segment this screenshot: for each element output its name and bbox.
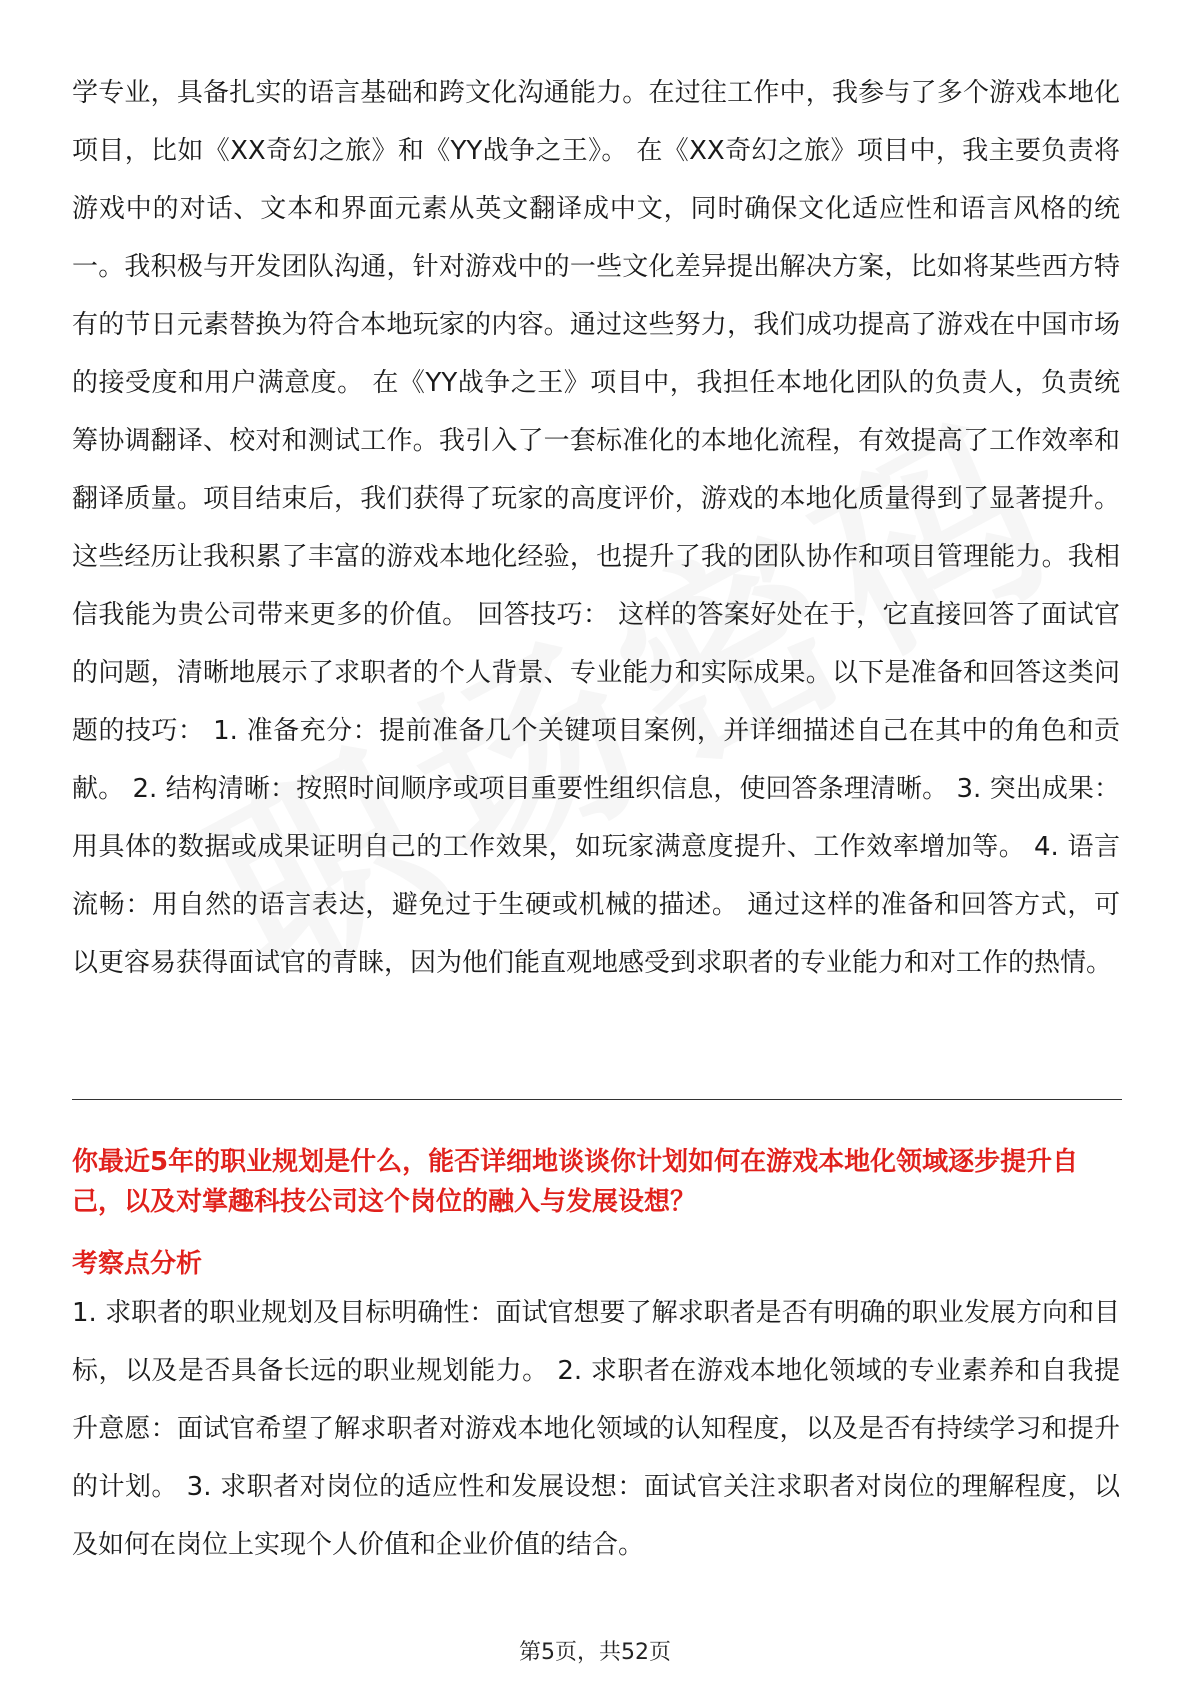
answer-paragraph: 学专业，具备扎实的语言基础和跨文化沟通能力。在过往工作中，我参与了多个游戏本地化项目，比如《XX奇幻之旅》和《YY战争之王》。 在《XX奇幻之旅》项目中，我主要负责将游戏中的对话、文本和界面元素从英文翻译成中文，同时确保文化适应性和语言风格的统一。我积极与开发团队沟通，针对游戏中的一些文化差异提出解决方案，比如将某些西方特有的节日元素替换为符合本地玩家的内容。通过这些努力，我们成功提高了游戏在中国市场的接受度和用户满意度。 在《YY战争之王》项目中，我担任本地化团队的负责人，负责统筹协调翻译、校对和测试工作。我引入了一套标准化的本地化流程，有效提高了工作效率和翻译质量。项目结束后，我们获得了玩家的高度评价，游戏的本地化质量得到了显著提升。 这些经历让我积累了丰富的游戏本地化经验，也提升了我的团队协作和项目管理能力。我相信我能为贵公司带来更多的价值。 回答技巧： 这样的答案好处在于，它直接回答了面试官的问题，清晰地展示了求职者的个人背景、专业能力和实际成果。以下是准备和回答这类问题的技巧： 1. 准备充分：提前准备几个关键项目案例，并详细描述自己在其中的角色和贡献。 2. 结构清晰：按照时间顺序或项目重要性组织信息，使回答条理清晰。 3. 突出成果：用具体的数据或成果证明自己的工作效果，如玩家满意度提升、工作效率增加等。 4. 语言流畅：用自然的语言表达，避免过于生硬或机械的描述。 通过这样的准备和回答方式，可以更容易获得面试官的青睐，因为他们能直观地感受到求职者的专业能力和对工作的热情。 xyxy=(72,78,1120,978)
page-footer: 第5页，共52页 xyxy=(519,1640,671,1665)
analysis-heading: 考察点分析 xyxy=(72,1249,203,1279)
analysis-paragraph: 1. 求职者的职业规划及目标明确性：面试官想要了解求职者是否有明确的职业发展方向和目标，以及是否具备长远的职业规划能力。 2. 求职者在游戏本地化领域的专业素养和自我提升意愿：面试官希望了解求职者对游戏本地化领域的认知程度，以及是否有持续学习和提升的计划。 3. 求职者对岗位的适应性和发展设想：面试官关注求职者对岗位的理解程度，以及如何在岗位上实现个人价值和企业价值的结合。 xyxy=(72,1298,1120,1560)
section-divider xyxy=(72,1099,1122,1100)
interview-question: 你最近5年的职业规划是什么，能否详细地谈谈你计划如何在游戏本地化领域逐步提升自己，以及对掌趣科技公司这个岗位的融入与发展设想？ xyxy=(72,1147,1079,1217)
